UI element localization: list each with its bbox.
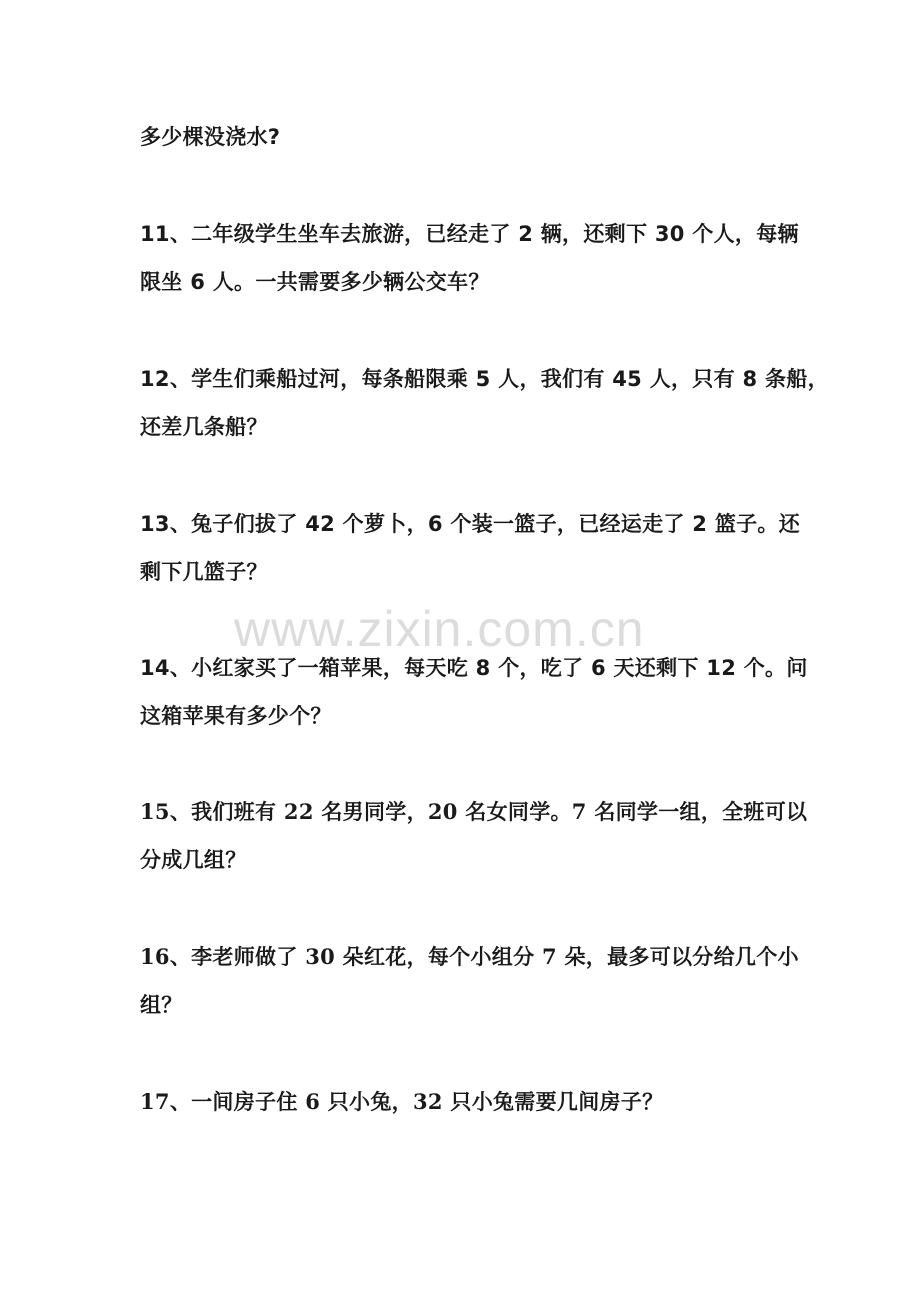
problem-16-line-1: 16、李老师做了 30 朵红花，每个小组分 7 朵，最多可以分给几个小	[140, 944, 799, 969]
watermark-text: www.zixin.com.cn	[234, 601, 645, 657]
problem-11-line-1: 11、二年级学生坐车去旅游，已经走了 2 辆，还剩下 30 个人，每辆	[140, 222, 799, 246]
problem-14-line-2: 这箱苹果有多少个？	[140, 704, 332, 728]
problem-13-line-1: 13、兔子们拔了 42 个萝卜，6 个装一篮子，已经运走了 2 篮子。还	[140, 512, 801, 536]
problem-13-line-2: 剩下几篮子？	[140, 560, 268, 584]
problem-15-line-1: 15、我们班有 22 名男同学，20 名女同学。7 名同学一组，全班可以	[140, 799, 808, 824]
problem-12-line-1: 12、学生们乘船过河，每条船限乘 5 人，我们有 45 人，只有 8 条船，	[140, 367, 829, 391]
fragment-text: 多少棵没浇水?	[140, 125, 281, 149]
problem-16-line-2: 组？	[140, 992, 183, 1017]
problem-12-line-2: 还差几条船？	[140, 415, 268, 439]
problem-14-line-1: 14、小红家买了一箱苹果，每天吃 8 个，吃了 6 天还剩下 12 个。问	[140, 656, 808, 680]
problem-11-line-2: 限坐 6 人。一共需要多少辆公交车？	[140, 270, 490, 294]
problem-15-line-2: 分成几组？	[140, 847, 247, 872]
problem-17-line-1: 17、一间房子住 6 只小兔，32 只小兔需要几间房子？	[140, 1089, 664, 1114]
